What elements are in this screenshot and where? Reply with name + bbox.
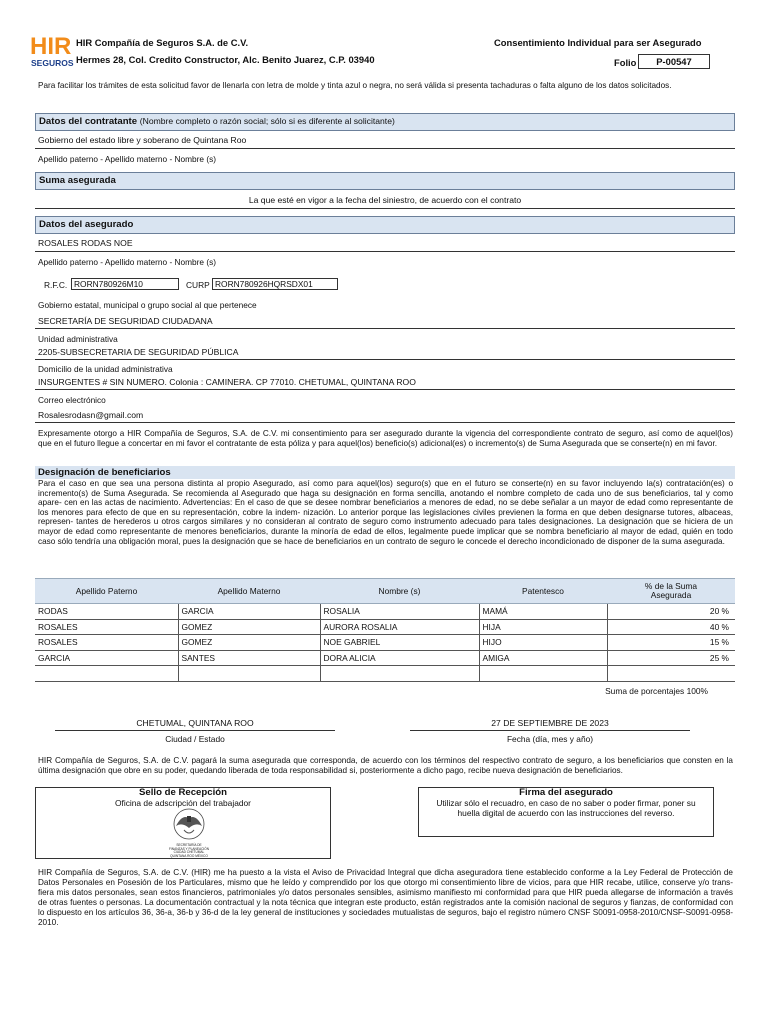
firma-box xyxy=(418,787,714,837)
cell-porcentaje: 20 % xyxy=(607,604,735,620)
column-header: Apellido Paterno xyxy=(35,579,178,604)
unidad-label: Unidad administrativa xyxy=(38,334,118,344)
cell-nombre: DORA ALICIA xyxy=(320,650,479,666)
correo-label: Correo electrónico xyxy=(38,395,106,405)
gobierno-value: SECRETARÍA DE SEGURIDAD CIUDADANA xyxy=(38,316,213,326)
asegurado-name: ROSALES RODAS NOE xyxy=(38,238,133,248)
official-seal xyxy=(162,808,216,858)
divider xyxy=(35,251,735,252)
firma-subtitle: Utilizar sólo el recuadro, en caso de no saber o poder firmar, poner su huella digital de acuerdo con las instrucciones del reverso. xyxy=(436,798,696,818)
table-row xyxy=(35,650,735,666)
rfc-label: R.F.C. xyxy=(44,280,68,290)
sello-subtitle: Oficina de adscripción del trabajador xyxy=(115,798,251,808)
divider xyxy=(35,328,735,329)
correo-value: Rosalesrodasn@gmail.com xyxy=(38,410,144,420)
sello-title: Sello de Recepción xyxy=(139,787,227,798)
cell-apellido-paterno: ROSALES xyxy=(35,619,178,635)
firma-title: Firma del asegurado xyxy=(519,787,613,798)
seal-line: CIUDAD CHETUMAL xyxy=(173,850,205,855)
asegurado-name-label: Apellido paterno - Apellido materno - Nombre (s) xyxy=(38,257,217,267)
logo-text: HIR xyxy=(30,33,72,60)
logo-subtext: SEGUROS xyxy=(31,58,74,68)
divider xyxy=(410,730,690,731)
cell-porcentaje: 25 % xyxy=(607,650,735,666)
form-title: Consentimiento Individual para ser Asegurado xyxy=(494,37,702,48)
section-asegurado: Datos del asegurado xyxy=(35,216,735,234)
pago-text: HIR Compañía de Seguros, S.A. de C.V. pagará la suma asegurada que corresponda, de acuerdo con los términos del respectivo contrato de seguro, a los beneficiarios que consten en la última designación que obre en su poder, quedando liberada de toda responsabilidad si, posteriormente a dicho pago, recibe nueva designación de beneficiarios. xyxy=(38,756,733,775)
cell-porcentaje xyxy=(607,666,735,682)
divider xyxy=(35,208,735,209)
divider xyxy=(35,359,735,360)
ciudad-value: CHETUMAL, QUINTANA ROO xyxy=(136,718,254,728)
sello-box xyxy=(35,787,331,859)
column-header: Apellido Materno xyxy=(178,579,320,604)
cell-apellido-paterno: ROSALES xyxy=(35,635,178,651)
eagle-emblem-icon xyxy=(162,808,216,842)
cell-nombre: ROSALIA xyxy=(320,604,479,620)
section-contratante-title: Datos del contratante xyxy=(39,116,138,127)
intro-text: Para facilitar los trámites de esta solicitud favor de llenarla con letra de molde y tinta azul o negra, no será válida si presenta tachaduras o falta alguno de los datos solicitados. xyxy=(38,81,672,90)
cell-porcentaje: 40 % xyxy=(607,619,735,635)
section-beneficiarios: Designación de beneficiarios xyxy=(35,466,735,479)
unidad-value: 2205-SUBSECRETARIA DE SEGURIDAD PÚBLICA xyxy=(38,347,239,357)
cell-parentesco: HIJO xyxy=(479,635,607,651)
table-row xyxy=(35,619,735,635)
seal-line: SECRETARÍA DE xyxy=(176,843,202,847)
suma-value: La que esté en vigor a la fecha del siniestro, de acuerdo con el contrato xyxy=(248,195,522,205)
ciudad-label: Ciudad / Estado xyxy=(165,734,225,744)
cell-apellido-paterno: GARCIA xyxy=(35,650,178,666)
table-row xyxy=(35,604,735,620)
rfc-value: RORN780926M10 xyxy=(71,278,179,290)
beneficiarios-text: Para el caso en que sea una persona distinta al propio Asegurado, así como para aquel(los) seguro(s) que en el futuro se conserte(n) en su favor incluyendo la(s) contratación(es) o incremento(s) de Suma Asegurada. Se recomienda al Asegurado que haga su designación en forma sencilla, anotando el nombre completo de cada uno de sus beneficiarios, tal y como apare- cen en las actas de nacimiento. Advertencias: En el caso de que se desee nombrar beneficiarios a menores de edad, no se debe señalar a un mayor de edad como representante de los menores para efecto de que en su representación, cobre la indem- nización. Lo anterior porque las legislaciones civiles previenen la forma en que deben designarse tutores, albaceas, represen- tantes de herederos u otros cargos similares y no consideran al contrato de seguro como instrumento adecuado para tales designaciones. La designación que se hiciera de un mayor de edad como representante de menores beneficiarios, durante la minoría de edad de ellos, legalmente puede implicar que se nombra beneficiario al mayor de edad, quién en todo caso sólo tendría una obligación moral, pues la designación que se hace de beneficiarios en un contrato de seguro le concede el derecho incondicionado de disponer de la suma asegurada. xyxy=(38,479,733,546)
domicilio-label: Domicilio de la unidad administrativa xyxy=(38,364,173,374)
contratante-value: Gobierno del estado libre y soberano de Quintana Roo xyxy=(38,135,247,145)
column-header: Patentesco xyxy=(479,579,607,604)
cell-parentesco: HIJA xyxy=(479,619,607,635)
cell-apellido-materno xyxy=(178,666,320,682)
suma-porcentajes: Suma de porcentajes 100% xyxy=(605,686,708,696)
divider xyxy=(35,422,735,423)
cell-apellido-materno: GARCIA xyxy=(178,604,320,620)
fecha-label: Fecha (día, mes y año) xyxy=(506,734,594,744)
section-suma: Suma asegurada xyxy=(35,172,735,190)
beneficiarios-table xyxy=(35,578,735,682)
contratante-label: Apellido paterno - Apellido materno - Nombre (s) xyxy=(38,154,217,164)
divider xyxy=(55,730,335,731)
cell-apellido-paterno xyxy=(35,666,178,682)
curp-value: RORN780926HQRSDX01 xyxy=(212,278,338,290)
folio-label: Folio xyxy=(614,57,637,68)
column-header: Nombre (s) xyxy=(320,579,479,604)
cell-parentesco xyxy=(479,666,607,682)
cell-nombre xyxy=(320,666,479,682)
gobierno-label: Gobierno estatal, municipal o grupo social al que pertenece xyxy=(38,300,257,310)
folio-value: P-00547 xyxy=(638,54,710,69)
table-row xyxy=(35,666,735,682)
table-row xyxy=(35,635,735,651)
consent-text: Expresamente otorgo a HIR Compañía de Seguros, S.A. de C.V. mi consentimiento para ser asegurado durante la vigencia del correspondiente contrato de seguro, así como de aquel(los) que en el futuro llegue a concertar en mi favor el contratante de esta póliza y para aquel(los) beneficio(s) adicional(es) o incremento(s) de Suma Asegurada que se conserte(n) en mi favor. xyxy=(38,429,733,448)
divider xyxy=(35,389,735,390)
section-contratante-subtitle: (Nombre completo o razón social; sólo si es diferente al solicitante) xyxy=(139,116,395,126)
company-name: HIR Compañía de Seguros S.A. de C.V. xyxy=(76,37,249,48)
section-contratante xyxy=(35,113,735,131)
cell-parentesco: AMIGA xyxy=(479,650,607,666)
cell-nombre: NOE GABRIEL xyxy=(320,635,479,651)
cell-apellido-materno: GOMEZ xyxy=(178,619,320,635)
cell-apellido-materno: GOMEZ xyxy=(178,635,320,651)
cell-parentesco: MAMÁ xyxy=(479,604,607,620)
cell-porcentaje: 15 % xyxy=(607,635,735,651)
privacidad-text: HIR Compañía de Seguros, S.A. de C.V. (HIR) me ha puesto a la vista el Aviso de Privacidad Integral que dicha aseguradora tiene establecido conforme a la Ley Federal de Protección de Datos Personales en Posesión de los Particulares, mismo que he leído y comprendido por los que otorgo mi consentimiento libre de vicios, para que HIR recabe, utilice, conserve y/o trans- fiera mis datos personales, sean estos financieros, patrimoniales y/o datos personales sensibles, asimismo manifiesto mi conformidad para que HIR pueda allegarse de información a través de otras fuentes o personas. La documentación contractual y la nota técnica que integran este producto, están registrados ante la comisión nacional de seguros y fianzas, de conformidad con lo dispuesto en los artículos 36, 36-a, 36-b y 36-d de la ley general de instituciones y sociedades mutualistas de seguros, bajo el registro número CNSF S0091-0958-2010/CNSF-S0091-0958-2010. xyxy=(38,868,733,927)
table-header-row xyxy=(35,579,735,604)
hir-logo xyxy=(30,30,78,70)
cell-nombre: AURORA ROSALIA xyxy=(320,619,479,635)
divider xyxy=(35,148,735,149)
curp-label: CURP xyxy=(186,280,210,290)
cell-apellido-materno: SANTES xyxy=(178,650,320,666)
cell-apellido-paterno: RODAS xyxy=(35,604,178,620)
seal-line: FINANZAS Y PLANEACIÓN xyxy=(168,846,210,851)
seal-line: QUINTANA ROO MÉXICO xyxy=(170,853,208,858)
domicilio-value: INSURGENTES # SIN NUMERO. Colonia : CAMINERA. CP 77010. CHETUMAL, QUINTANA ROO xyxy=(38,377,416,387)
company-address: Hermes 28, Col. Credito Constructor, Alc. Benito Juarez, C.P. 03940 xyxy=(76,54,375,65)
fecha-value: 27 DE SEPTIEMBRE DE 2023 xyxy=(491,718,609,728)
column-header: % de la Suma Asegurada xyxy=(607,579,735,604)
